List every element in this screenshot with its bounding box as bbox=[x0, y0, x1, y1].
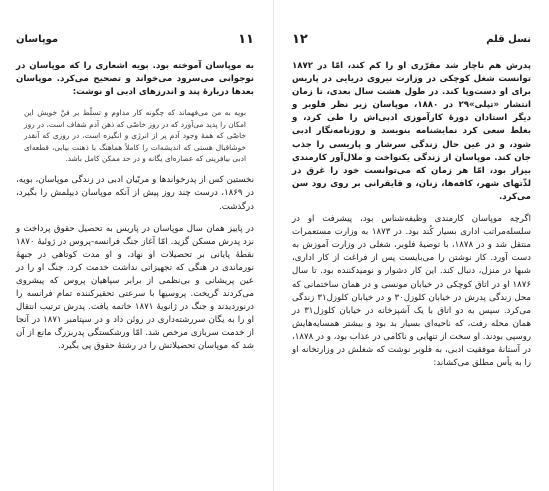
page-number: ۱۱ bbox=[238, 31, 254, 47]
paragraph: پدرش هم ناچار شد مقرّری او را کم کند، امّا در ۱۸۷۲ توانست شغل کوچکی در وزارت نیروی دریایی در پاریس برای او دست‌وپا کند. در طول هشت سال بعدی، تا زمان انتشار «تپلی»۲۹ در ۱۸۸۰، موپاسان زیر نظر فلوبر و دیگر استادان دورهٔ کارآموزی ادبی‌اش را طی کرد، و بغلط سعی کرد نمایشنامه بنویسد و روزنامه‌نگار ادبی شود، و در عین حال زندگی سرشار و پاریسی را جذب جان کند. موپاسان از زندگی یکنواخت و ملال‌آور کارمندی بیزار بود، امّا هر زمان که می‌توانست خود را غرق در لذّتهای شهر، کافه‌ها، زنان، و قایقرانی بر روی رود سن می‌کرد. bbox=[292, 61, 531, 202]
page-gutter bbox=[273, 0, 274, 491]
right-page-header bbox=[292, 30, 531, 48]
block-quote: بویه به من می‌فهماند که چگونه کار مداوم و تسلّط بر فنّ خویش این امکان را پدید می‌آورد که در روز خاصّی که ذهن آدم شفاف است، در روز خاصّی که همهٔ وجود آدم پر از انرژی و انگیزه است، در روزی که آنقدر خوشاقبال هستی که اندیشه‌ات را کاملاً هماهنگ با ذهنت بیابی، قطعه‌ای ادبی بیافرینی که عصاره‌ای یگانه و در حد ممکن کامل باشد. bbox=[24, 108, 246, 163]
right-page bbox=[276, 0, 549, 491]
paragraph: اگرچه موپاسان کارمندی وظیفه‌شناس بود، پیشرفت او در سلسله‌مراتب اداری بسیار کُند بود. در ۱۸۷۳ به وزارت مستعمرات منتقل شد و در ۱۸۷۸، با توصیهٔ فلوبر، شغلی در وزارت آموزش به دست آورد. کار نوشتن را می‌بایست پس از فراغت از کار اداری، شبها در منزل، دنبال کند. این کار دشوار و نومیدکننده بود. تا سال ۱۸۷۶ او در اتاق کوچکی در خیابان مونسی و در همان ساختمانی که محل زندگی پدرش در خیابان کلوزل۳۰ و در خیابان کلوزل۳۱ زندگی می‌کرد. سپس به دو اتاق با یک آشپزخانه در خیابان کلوزل۳۱ در همان محله رفت، که ناحیه‌ای بسیار بد بود و بیشتر همسایه‌هایش روسپی بودند. او سخت از تنهایی و ناکامی در عذاب بود، و در ۱۸۷۸، در آستانهٔ موفقیت ادبی، به فلوبر نوشت که شغلش در وزارتخانه او را به یأس مطلق می‌کشاند: bbox=[292, 214, 531, 369]
paragraph: به موپاسان آموخته بود. بویه اشعاری را که موپاسان در نوجوانی می‌سرود می‌خواند و تصحیح می‌کرد. موپاسان بعدها دربارهٔ پند و اندرزهای ادبی او نوشت: bbox=[16, 61, 254, 98]
running-title: موپاسان bbox=[16, 33, 59, 45]
paragraph: نخستین کس از پدرخواندها و مربّیان ادبی در زندگی موپاسان، بویه، در ۱۸۶۹، درست چند روز پیش از آنکه موپاسان دیپلمش را بگیرد، درگذشت. bbox=[16, 175, 254, 212]
running-title: نسل قلم bbox=[486, 33, 531, 45]
left-page bbox=[0, 0, 272, 491]
page-number: ۱۲ bbox=[292, 31, 308, 47]
left-page-header bbox=[16, 30, 254, 48]
paragraph: در پاییز همان سال موپاسان در پاریس به تحصیل حقوق پرداخت و نزد پدرش مسکن گزید. امّا آغاز جنگ فرانسه-پروس در ژوئیهٔ ۱۸۷۰ نقطهٔ پایانی بر تحصیلات او نهاد، و او مدت کوتاهی در جبههٔ نورماندی در هنگی که تجهیزاتی نداشت خدمت کرد. جنگ او را در عین پریشانی و بی‌نظمی از برابر سپاهیان پروس که پیشروی می‌کردند گریخت. پروسیها با سرعتی تحقیرکننده تمام فرانسه را درنوردیدند و جنگ در ژانویهٔ ۱۸۷۱ خاتمه یافت. پدرش ترتیب انتقال او را به یگان سررشته‌داری در روئن داد و در سپتامبر ۱۸۷۱ در آنجا از خدمت سربازی مرخص شد. امّا ورشکستگی پدربزرگ مانع از آن شد که موپاسان تحصیلاتش را در رشتهٔ حقوق پی بگیرد. bbox=[16, 223, 254, 352]
